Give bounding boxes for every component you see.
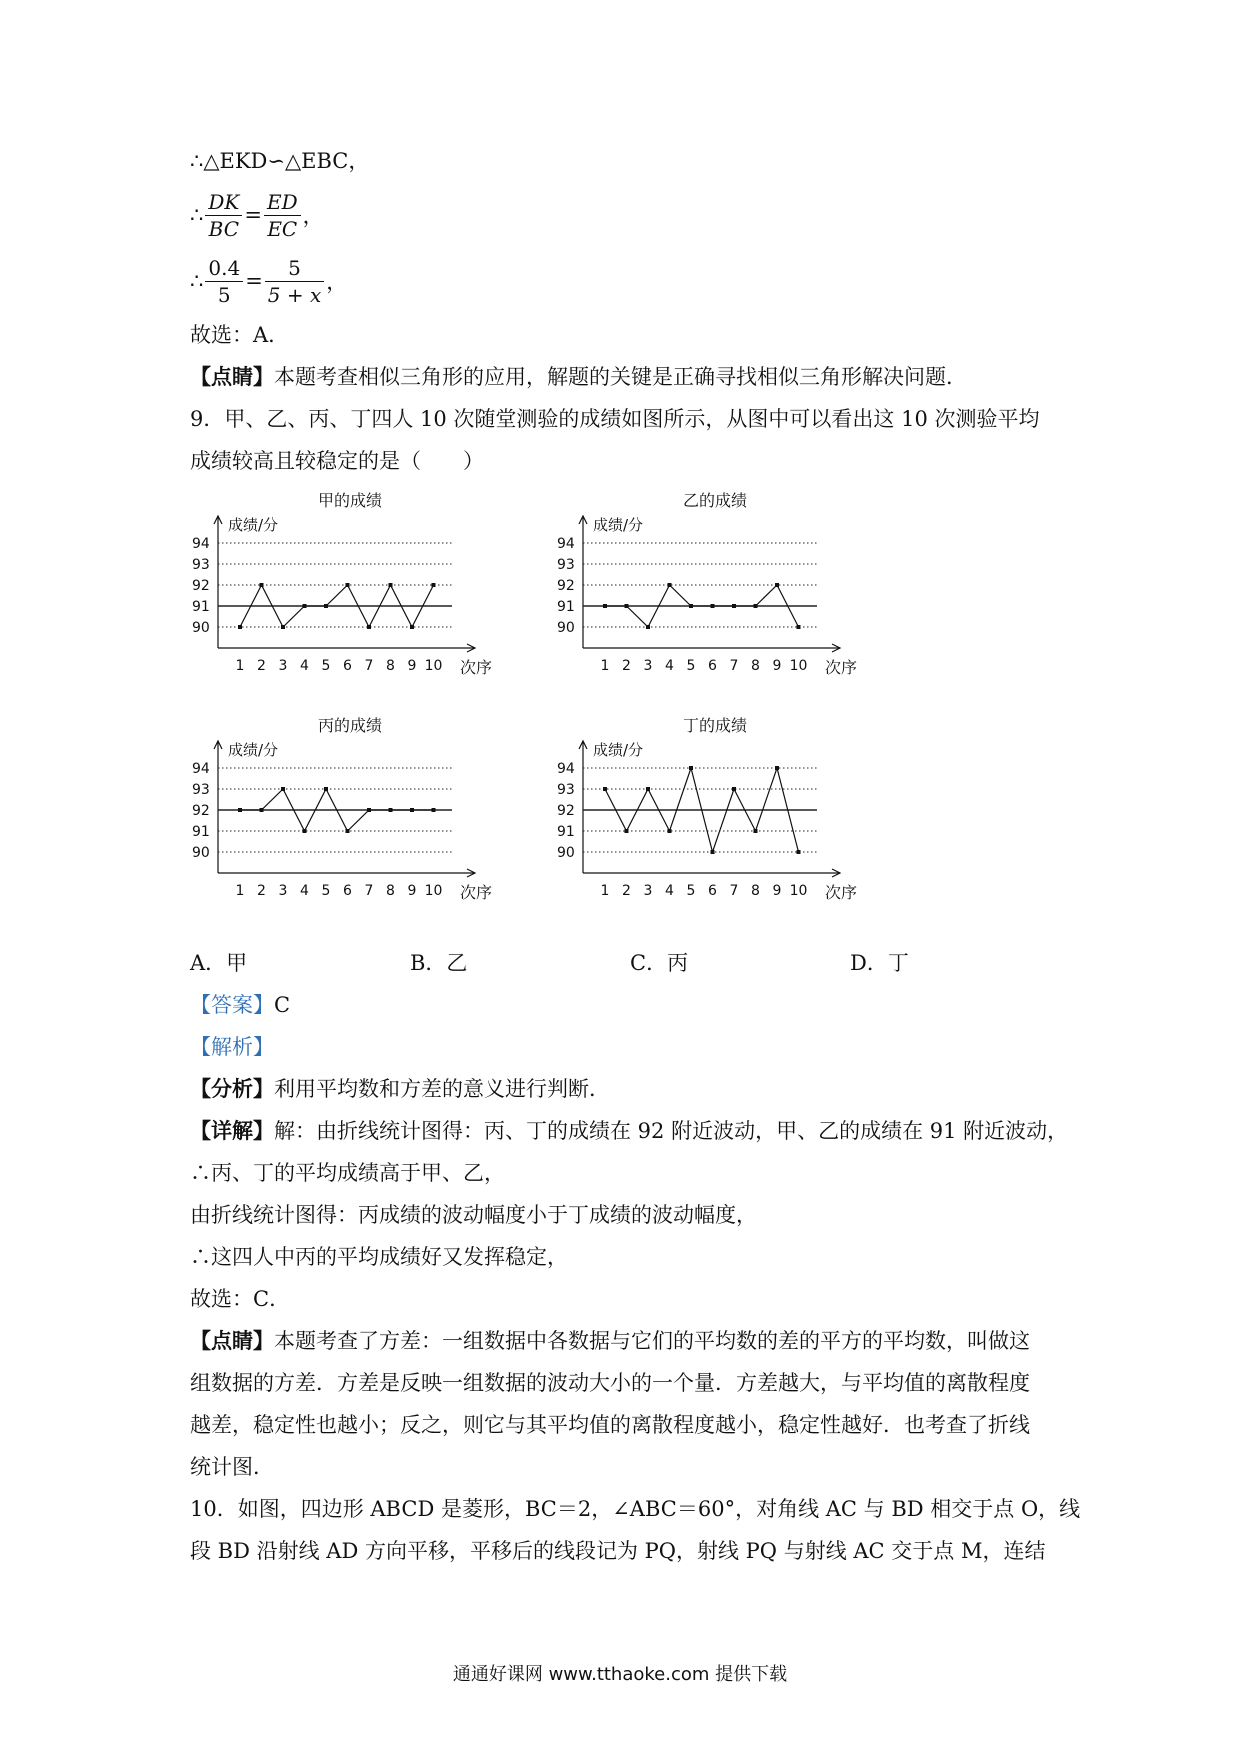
score-charts <box>190 488 1070 938</box>
remark-line-1 <box>190 1320 1070 1362</box>
y-tick-label: 90 <box>557 620 575 636</box>
y-axis-label: 成绩/分 <box>228 516 279 534</box>
data-point <box>260 583 264 587</box>
x-tick-label: 10 <box>424 883 443 899</box>
x-tick-label: 7 <box>364 883 374 899</box>
y-tick-label: 93 <box>557 557 575 573</box>
option-a: A．甲 <box>190 951 248 975</box>
chart-yi <box>555 488 895 698</box>
detail-line-1 <box>190 1110 1070 1152</box>
fraction-ed-ec <box>264 189 301 242</box>
analysis-subtag: 【分析】 <box>190 1076 274 1101</box>
x-tick-label: 4 <box>665 658 674 674</box>
detail-text: 解：由折线统计图得：丙、丁的成绩在 92 附近波动，甲、乙的成绩在 91 附近波动， <box>274 1119 1069 1143</box>
fraction-dk-bc <box>205 189 242 242</box>
equals-sign: = <box>244 203 262 227</box>
x-tick-label: 10 <box>789 883 808 899</box>
x-tick-label: 2 <box>622 658 631 674</box>
chart-title: 乙的成绩 <box>682 491 748 510</box>
x-axis-label: 次序 <box>825 883 858 902</box>
data-point <box>711 604 715 608</box>
data-point <box>324 604 328 608</box>
therefore-symbol: ∴ <box>190 269 204 293</box>
x-tick-label: 2 <box>257 658 266 674</box>
similar-triangles-line: ∴△EKD∽△EBC， <box>190 149 370 173</box>
data-point <box>346 829 350 833</box>
x-tick-label: 6 <box>343 883 352 899</box>
fraction-numerator: 5 <box>265 255 324 282</box>
remark-line-2: 组数据的方差．方差是反映一组数据的波动大小的一个量．方差越大，与平均值的离散程度 <box>190 1371 1030 1395</box>
data-point <box>303 829 307 833</box>
x-tick-label: 9 <box>772 658 782 674</box>
y-tick-label: 90 <box>192 620 210 636</box>
chart-svg <box>555 488 895 698</box>
data-point <box>432 808 436 812</box>
x-tick-label: 8 <box>386 658 395 674</box>
equals-sign: = <box>245 269 263 293</box>
x-tick-label: 4 <box>665 883 674 899</box>
fraction-5-5x <box>265 255 324 308</box>
data-point <box>689 766 693 770</box>
x-tick-label: 1 <box>600 658 610 674</box>
detail-line-5: 故选：C． <box>190 1287 291 1311</box>
question-10-line-2: 段 BD 沿射线 AD 方向平移，平移后的线段记为 PQ，射线 PQ 与射线 AC 交于点 M，连结 <box>190 1539 1046 1563</box>
chart-svg <box>190 713 530 923</box>
data-point <box>797 850 801 854</box>
x-tick-label: 5 <box>686 658 696 674</box>
x-tick-label: 8 <box>386 883 395 899</box>
data-point <box>260 808 264 812</box>
y-axis-label: 成绩/分 <box>593 516 644 534</box>
comment-tag: 【点睛】 <box>190 364 274 389</box>
x-tick-label: 10 <box>424 658 443 674</box>
x-tick-label: 5 <box>321 883 331 899</box>
fraction-04-5 <box>205 255 243 308</box>
data-point <box>754 604 758 608</box>
question-9-line-2: 成绩较高且较稳定的是（ ） <box>190 449 484 473</box>
fraction-numerator: ED <box>264 189 301 216</box>
data-point <box>625 829 629 833</box>
y-tick-label: 94 <box>192 761 210 777</box>
data-point <box>668 829 672 833</box>
question-10-line-1: 10．如图，四边形 ABCD 是菱形，BC＝2，∠ABC＝60°，对角线 AC 与 BD 相交于点 O，线 <box>190 1497 1081 1521</box>
answer-tag: 【答案】 <box>190 993 274 1017</box>
x-tick-label: 3 <box>643 658 653 674</box>
choice-line: 故选：A． <box>190 323 290 347</box>
data-point <box>410 625 414 629</box>
y-tick-label: 92 <box>557 578 575 594</box>
remark-line-3: 越差，稳定性也越小；反之，则它与其平均值的离散程度越小，稳定性越好．也考查了折线 <box>190 1413 1030 1437</box>
y-tick-label: 92 <box>557 803 575 819</box>
data-point <box>324 787 328 791</box>
data-point <box>281 625 285 629</box>
x-tick-label: 10 <box>789 658 808 674</box>
detail-line-4: ∴这四人中丙的平均成绩好又发挥稳定， <box>190 1245 568 1269</box>
data-point <box>367 625 371 629</box>
data-point <box>775 583 779 587</box>
x-tick-label: 7 <box>729 883 739 899</box>
data-point <box>303 604 307 608</box>
data-point <box>432 583 436 587</box>
fraction-denominator: 5 <box>217 282 231 307</box>
analysis-text: 利用平均数和方差的意义进行判断． <box>274 1077 610 1101</box>
y-tick-label: 91 <box>192 824 210 840</box>
data-point <box>389 583 393 587</box>
x-tick-label: 8 <box>751 883 760 899</box>
data-point <box>775 766 779 770</box>
y-tick-label: 91 <box>192 599 210 615</box>
y-tick-label: 94 <box>192 536 210 552</box>
data-point <box>346 583 350 587</box>
remark-text: 本题考查了方差：一组数据中各数据与它们的平均数的差的平方的平均数，叫做这 <box>274 1329 1030 1353</box>
x-tick-label: 9 <box>772 883 782 899</box>
y-tick-label: 93 <box>557 782 575 798</box>
data-point <box>367 808 371 812</box>
x-axis-label: 次序 <box>460 883 493 902</box>
x-tick-label: 3 <box>278 883 288 899</box>
x-tick-label: 5 <box>686 883 696 899</box>
x-tick-label: 6 <box>708 658 717 674</box>
data-point <box>646 787 650 791</box>
data-point <box>410 808 414 812</box>
data-point <box>625 604 629 608</box>
x-tick-label: 3 <box>643 883 653 899</box>
data-point <box>711 850 715 854</box>
data-point <box>603 604 607 608</box>
data-point <box>281 787 285 791</box>
option-d: D．丁 <box>850 951 909 975</box>
data-point <box>646 625 650 629</box>
option-b: B．乙 <box>410 951 468 975</box>
y-tick-label: 92 <box>192 578 210 594</box>
x-tick-label: 6 <box>708 883 717 899</box>
x-tick-label: 4 <box>300 883 309 899</box>
data-point <box>603 787 607 791</box>
y-tick-label: 91 <box>557 824 575 840</box>
chart-title: 甲的成绩 <box>317 491 383 510</box>
y-tick-label: 93 <box>192 782 210 798</box>
analysis-line <box>190 1068 1070 1110</box>
x-tick-label: 9 <box>407 883 417 899</box>
data-point <box>797 625 801 629</box>
y-tick-label: 91 <box>557 599 575 615</box>
analysis-tag: 【解析】 <box>190 1035 274 1059</box>
comment-line <box>190 356 1070 398</box>
comma: ， <box>302 204 324 228</box>
option-c: C．丙 <box>630 951 689 975</box>
answer-options <box>190 942 1070 984</box>
x-tick-label: 1 <box>235 658 245 674</box>
fraction-denominator: BC <box>208 216 240 241</box>
y-tick-label: 90 <box>557 845 575 861</box>
x-tick-label: 4 <box>300 658 309 674</box>
fraction-denominator: EC <box>267 216 298 241</box>
y-axis-label: 成绩/分 <box>228 741 279 759</box>
fraction-numerator: DK <box>205 189 242 216</box>
chart-jia <box>190 488 530 698</box>
x-tick-label: 1 <box>235 883 245 899</box>
chart-ding <box>555 713 895 923</box>
document-page <box>190 140 1081 1572</box>
remark-tag: 【点睛】 <box>190 1328 274 1353</box>
x-tick-label: 7 <box>729 658 739 674</box>
data-point <box>732 787 736 791</box>
x-tick-label: 2 <box>622 883 631 899</box>
answer-line <box>190 984 1070 1026</box>
y-tick-label: 92 <box>192 803 210 819</box>
x-tick-label: 7 <box>364 658 374 674</box>
data-point <box>732 604 736 608</box>
data-point <box>238 808 242 812</box>
chart-title: 丙的成绩 <box>317 716 383 735</box>
data-point <box>689 604 693 608</box>
fraction-numerator: 0.4 <box>205 255 243 282</box>
x-tick-label: 2 <box>257 883 266 899</box>
answer-value: C <box>274 993 291 1017</box>
x-axis-label: 次序 <box>825 658 858 677</box>
x-tick-label: 6 <box>343 658 352 674</box>
y-axis-label: 成绩/分 <box>593 741 644 759</box>
data-point <box>238 625 242 629</box>
comment-text: 本题考查相似三角形的应用，解题的关键是正确寻找相似三角形解决问题． <box>274 365 967 389</box>
detail-line-3: 由折线统计图得：丙成绩的波动幅度小于丁成绩的波动幅度， <box>190 1203 757 1227</box>
chart-bing <box>190 713 530 923</box>
comma: ， <box>326 270 348 294</box>
data-point <box>389 808 393 812</box>
question-9-line-1: 9．甲、乙、丙、丁四人 10 次随堂测验的成绩如图所示，从图中可以看出这 10 次测验平均 <box>190 407 1040 431</box>
y-tick-label: 93 <box>192 557 210 573</box>
detail-line-2: ∴丙、丁的平均成绩高于甲、乙， <box>190 1161 505 1185</box>
detail-tag: 【详解】 <box>190 1118 274 1143</box>
y-tick-label: 94 <box>557 761 575 777</box>
y-tick-label: 94 <box>557 536 575 552</box>
x-axis-label: 次序 <box>460 658 493 677</box>
numeric-equation-line <box>190 248 1070 314</box>
y-tick-label: 90 <box>192 845 210 861</box>
remark-line-4: 统计图． <box>190 1455 274 1479</box>
fraction-denominator: 5 + x <box>267 282 322 307</box>
x-tick-label: 1 <box>600 883 610 899</box>
data-point <box>668 583 672 587</box>
x-tick-label: 8 <box>751 658 760 674</box>
x-tick-label: 3 <box>278 658 288 674</box>
chart-title: 丁的成绩 <box>682 716 748 735</box>
x-tick-label: 9 <box>407 658 417 674</box>
chart-svg <box>190 488 530 698</box>
therefore-symbol: ∴ <box>190 203 204 227</box>
ratio-equation-line <box>190 182 1070 248</box>
data-point <box>754 829 758 833</box>
page-footer: 通通好课网 www.tthaoke.com 提供下载 <box>452 1664 788 1685</box>
x-tick-label: 5 <box>321 658 331 674</box>
chart-svg <box>555 713 895 923</box>
